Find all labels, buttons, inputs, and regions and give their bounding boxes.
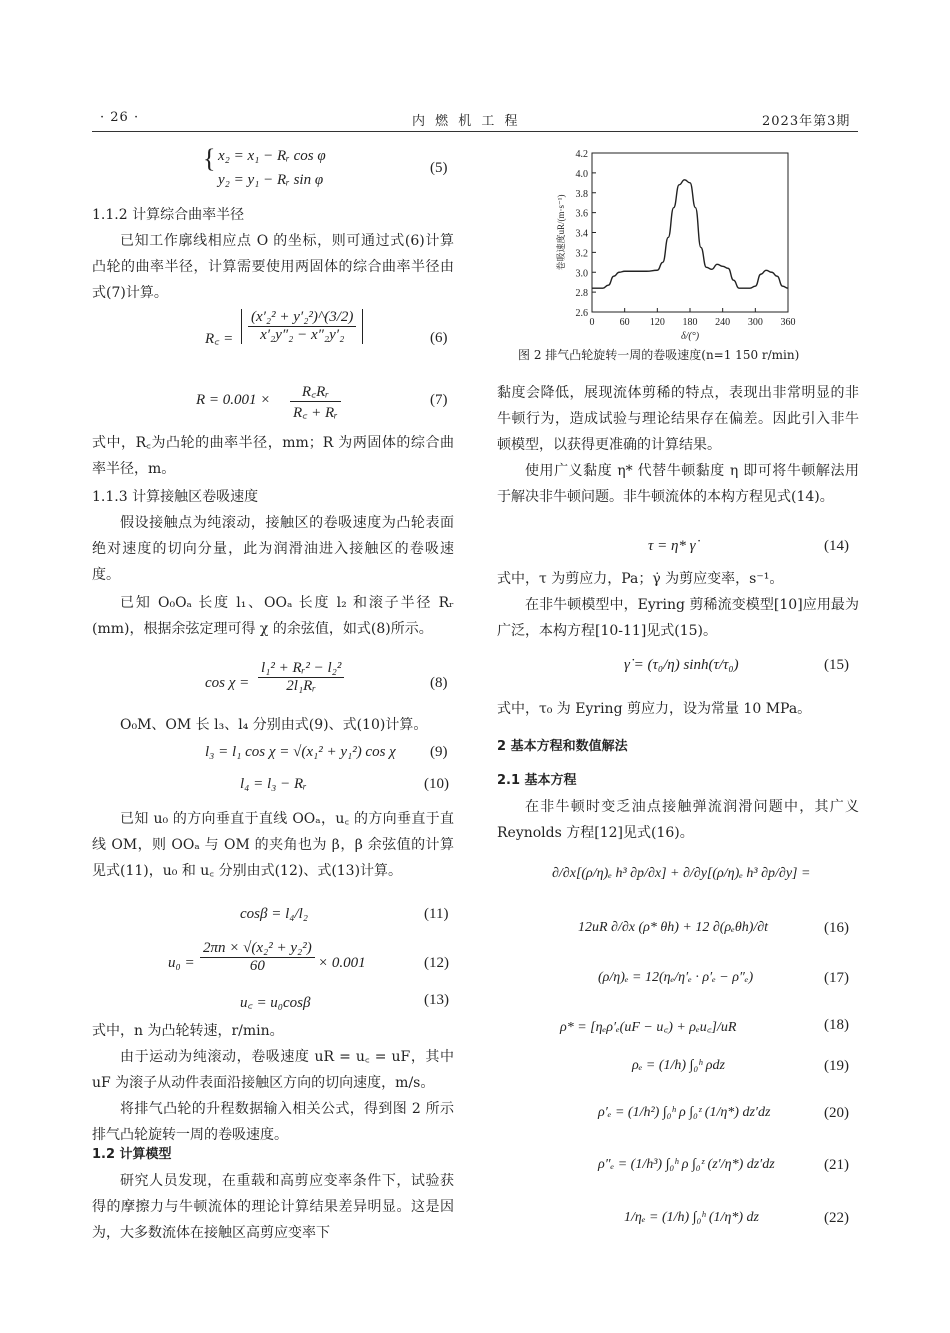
- eq5-number: (5): [430, 160, 448, 176]
- y-tick-label: 4.0: [575, 168, 588, 180]
- y-tick-label: 3.4: [575, 228, 588, 240]
- eq11: cosβ = l₄/l₂: [240, 906, 309, 922]
- y-tick-label: 2.6: [575, 308, 588, 319]
- paragraph: 将排气凸轮的升程数据输入相关公式，得到图 2 所示排气凸轮旋转一周的卷吸速度。: [92, 1101, 454, 1143]
- x-axis-label: δ/(°): [680, 331, 700, 342]
- section-1-1-3: 1.1.3 计算接触区卷吸速度: [92, 489, 259, 505]
- eq18: ρ* = [ηₑρ′ₑ(uF − u꜀) + ρₑu꜀]/uR: [560, 1020, 737, 1035]
- eq6-denominator: x′₂y″₂ − x″₂y′₂: [260, 327, 345, 343]
- section-1-2: 1.2 计算模型: [92, 1147, 172, 1162]
- eq11-number: (11): [424, 906, 449, 922]
- figure-2-chart: [540, 145, 810, 345]
- eq12-frac: [200, 940, 315, 975]
- eq6-number: (6): [430, 330, 448, 346]
- header-rule: [92, 131, 858, 132]
- y-tick-label: 3.8: [575, 188, 588, 200]
- paragraph: 研究人员发现，在重载和高剪应变率条件下，试验获得的摩擦力与牛顿流体的理论计算结果差异明显。这是因为，大多数流体在接触区高剪应变率下: [92, 1173, 454, 1241]
- eq13: u꜀ = u₀cosβ: [240, 995, 311, 1011]
- figure-2-caption: 图 2 排气凸轮旋转一周的卷吸速度(n=1 150 r/min): [518, 348, 800, 362]
- journal-title: 内 燃 机 工 程: [412, 114, 521, 129]
- x-tick-label: 360: [780, 317, 796, 328]
- x-tick-label: 0: [589, 317, 595, 328]
- paragraph: 式中，τ 为剪应力，Pa；γ̇ 为剪应变率，s⁻¹。: [497, 571, 784, 587]
- eq8-denominator: 2l₁Rᵣ: [286, 678, 317, 694]
- x-tick-label: 300: [747, 317, 763, 328]
- eq15-number: (15): [824, 657, 849, 673]
- eq10: l₄ = l₃ − Rᵣ: [240, 776, 307, 792]
- eq5-brace: {: [203, 144, 216, 173]
- eq7-numerator: R꜀Rᵣ: [290, 381, 341, 402]
- eq22-number: (22): [824, 1210, 849, 1226]
- section-2-1: 2.1 基本方程: [497, 773, 577, 788]
- y-tick-label: 2.8: [575, 288, 588, 300]
- eq7-lhs: R = 0.001 ×: [196, 392, 271, 408]
- x-tick-label: 180: [682, 317, 698, 328]
- eq20-number: (20): [824, 1105, 849, 1121]
- paragraph: 已知工作廓线相应点 O 的坐标，则可通过式(6)计算凸轮的曲率半径，计算需要使用两固体的综合曲率半径由式(7)计算。: [92, 233, 454, 301]
- eq9-number: (9): [430, 744, 448, 760]
- eq12-tail: × 0.001: [318, 955, 366, 971]
- y-tick-label: 4.2: [575, 149, 588, 160]
- eq13-number: (13): [424, 992, 449, 1008]
- eq7-denominator: R꜀ + Rᵣ: [293, 405, 338, 421]
- eq5-line1: x₂ = x₁ − Rᵣ cos φ: [218, 148, 326, 164]
- x-tick-label: 60: [619, 317, 630, 328]
- eq12-numerator: 2πn × √(x₂² + y₂²): [200, 940, 315, 958]
- eq17-number: (17): [824, 970, 849, 986]
- eq10-number: (10): [424, 776, 449, 792]
- paragraph: 已知 u₀ 的方向垂直于直线 OOₐ，u꜀ 的方向垂直于直线 OM，则 OOₐ 与 OM 的夹角也为 β，β 余弦值的计算见式(11)，u₀ 和 u꜀ 分别由式(12)、式(13)计算。: [92, 811, 454, 879]
- eq15: γ̇ = (τ₀/η) sinh(τ/τ₀): [624, 657, 739, 673]
- x-tick-label: 240: [715, 317, 731, 328]
- paragraph: 式中，τ₀ 为 Eyring 剪应力，设为常量 10 MPa。: [497, 701, 812, 717]
- paragraph: 由于运动为纯滚动，卷吸速度 uR = u꜀ = uF，其中 uF 为滚子从动件表面沿接触区方向的切向速度，m/s。: [92, 1049, 454, 1091]
- y-axis-label: 卷吸速度uR/(m·s⁻¹): [556, 194, 566, 271]
- eq5-line2: y₂ = y₁ − Rᵣ sin φ: [218, 172, 324, 188]
- series-line: [592, 180, 788, 288]
- paragraph: O₀M、OM 长 l₃、l₄ 分别由式(9)、式(10)计算。: [120, 717, 428, 733]
- paragraph: 使用广义黏度 η* 代替牛顿黏度 η 即可将牛顿解法用于解决非牛顿问题。非牛顿流体的本构方程见式(14)。: [497, 463, 859, 505]
- section-1-1-2: 1.1.2 计算综合曲率半径: [92, 207, 245, 223]
- y-tick-label: 3.6: [575, 208, 588, 220]
- eq8-number: (8): [430, 675, 448, 691]
- eq12-number: (12): [424, 955, 449, 971]
- eq7-number: (7): [430, 392, 448, 408]
- eq21-number: (21): [824, 1157, 849, 1173]
- eq9: l₃ = l₁ cos χ = √(x₁² + y₁²) cos χ: [205, 744, 396, 760]
- paragraph: 假设接触点为纯滚动，接触区的卷吸速度为凸轮表面绝对速度的切向分量，此为润滑油进入接触区的卷吸速度。: [92, 515, 454, 583]
- paragraph: 在非牛顿时变乏油点接触弹流润滑问题中，其广义 Reynolds 方程[12]见式(16)。: [497, 799, 859, 841]
- eq12-lhs: u₀ =: [168, 955, 195, 971]
- eq7-frac: [290, 381, 341, 422]
- y-tick-label: 3.2: [575, 248, 588, 260]
- y-tick-label: 3.0: [575, 268, 588, 280]
- eq8-frac: [258, 660, 344, 695]
- eq14-number: (14): [824, 538, 849, 554]
- paragraph: 式中，n 为凸轮转速，r/min。: [92, 1023, 284, 1039]
- paragraph: 黏度会降低，展现流体剪稀的特点，表现出非常明显的非牛顿行为，造成试验与理论结果存在偏差。因此引入非牛顿模型，以获得更准确的计算结果。: [497, 385, 859, 453]
- section-2: 2 基本方程和数值解法: [497, 739, 628, 754]
- eq17: (ρ/η)ₑ = 12(ηₑ/η′ₑ · ρ′ₑ − ρ″ₑ): [598, 970, 754, 985]
- eq16-line1: ∂/∂x[(ρ/η)ₑ h³ ∂p/∂x] + ∂/∂y[(ρ/η)ₑ h³ ∂p/∂y] =: [552, 866, 811, 881]
- eq6-numerator: (x′₂² + y′₂²)^(3/2): [248, 309, 356, 327]
- paragraph: 已知 O₀Oₐ 长度 l₁、OOₐ 长度 l₂ 和滚子半径 Rᵣ (mm)，根据余弦定理可得 χ 的余弦值，如式(8)所示。: [92, 595, 454, 637]
- plot-frame: [592, 153, 788, 312]
- eq6-abs: [241, 309, 363, 344]
- eq22: 1/ηₑ = (1/h) ∫₀ʰ (1/η*) dz: [624, 1210, 759, 1225]
- eq14: τ = η* γ̇: [648, 538, 696, 554]
- eq19: ρₑ = (1/h) ∫₀ʰ ρdz: [632, 1058, 725, 1073]
- x-tick-label: 120: [649, 317, 665, 328]
- eq16-line2: 12uR ∂/∂x (ρ* θh) + 12 ∂(ρₑθh)/∂t: [578, 920, 769, 935]
- eq21: ρ″ₑ = (1/h³) ∫₀ʰ ρ ∫₀ᶻ (z′/η*) dz′dz: [598, 1157, 775, 1172]
- page-number: · 26 ·: [100, 110, 140, 125]
- eq19-number: (19): [824, 1058, 849, 1074]
- eq18-number: (18): [824, 1017, 849, 1033]
- eq16-number: (16): [824, 920, 849, 936]
- eq6-lhs: R꜀ =: [205, 331, 234, 347]
- paragraph: 式中，R꜀为凸轮的曲率半径，mm；R 为两固体的综合曲率半径，m。: [92, 435, 454, 477]
- paragraph: 在非牛顿模型中，Eyring 剪稀流变模型[10]应用最为广泛，本构方程[10-11]见式(15)。: [497, 597, 859, 639]
- eq12-denominator: 60: [249, 958, 265, 974]
- eq8-numerator: l₁² + Rᵣ² − l₂²: [258, 660, 344, 678]
- eq8-lhs: cos χ =: [205, 675, 250, 691]
- issue-label: 2023年第3期: [762, 114, 851, 129]
- eq20: ρ′ₑ = (1/h²) ∫₀ʰ ρ ∫₀ᶻ (1/η*) dz′dz: [598, 1105, 771, 1120]
